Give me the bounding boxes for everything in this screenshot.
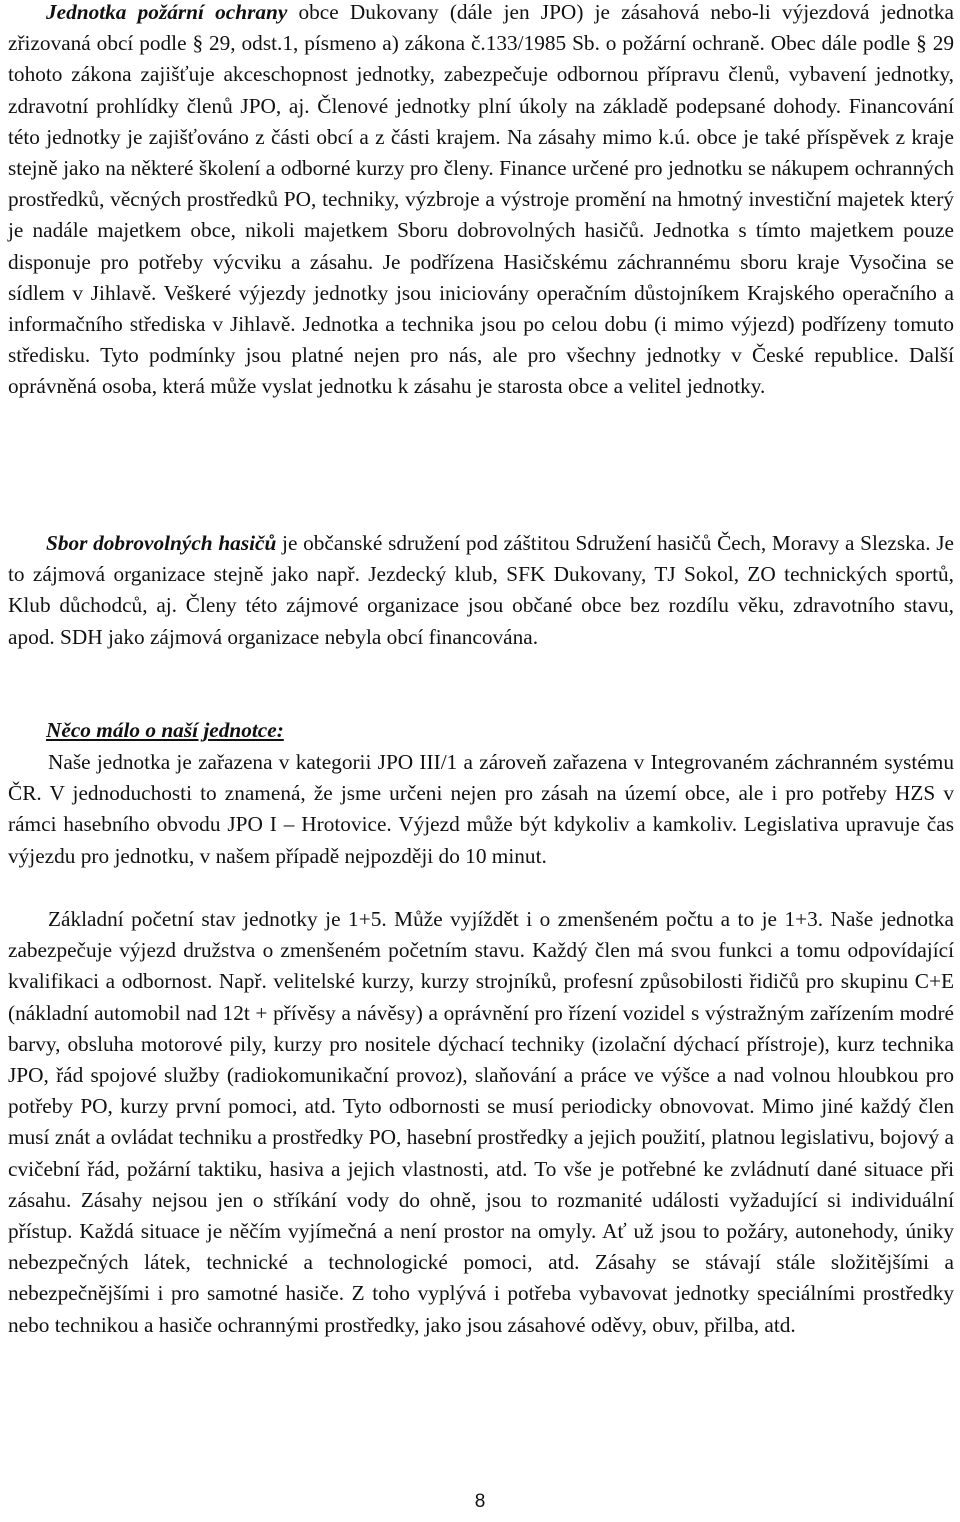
paragraph-jpo-text: obce Dukovany (dále jen JPO) je zásahová nebo-li výjezdová jednotka zřizovaná obcí podle § 29, odst.1, písmeno a) zákona č.133/1985 Sb. o požární ochraně. Obec dále podle § 29 tohoto zákona zajišťuje akceschopnost jednotky, zabezpečuje odbornou přípravu členů, vybavení jednotky, zdravotní prohlídky členů JPO, aj. Členové jednotky plní úkoly na základě podepsané dohody. Financování této jednotky je zajišťováno z části obcí a z části krajem. Na zásahy mimo k.ú. obce je také příspěvek z kraje stejně jako na některé školení a odborné kurzy pro členy. Finance určené pro jednotku se nákupem ochranných prostředků, věcných prostředků PO, techniky, výzbroje a výstroje promění na hmotný investiční majetek který je nadále majetkem obce, nikoli majetkem Sboru dobrovolných hasičů. Jednotka s tímto majetkem pouze disponuje pro potřeby výcviku a zásahu. Je podřízena Hasičskému záchrannému sboru kraje Vysočina se sídlem v Jihlavě. Veškeré výjezdy jednotky jsou iniciovány operačním důstojníkem Krajského operačního a informačního střediska v Jihlavě. Jednotka a technika jsou po celou dobu (i mimo výjezd) podřízeny tomuto středisku. Tyto podmínky jsou platné nejen pro nás, ale pro všechny jednotky v České republice. Další oprávněná osoba, která může vyslat jednotku k zásahu je starosta obce a velitel jednotky. [8,0,954,399]
section-heading: Něco málo o naší jednotce: [46,718,284,742]
term-sdh: Sbor dobrovolných hasičů [46,531,277,555]
paragraph-jpo [8,0,954,403]
paragraph-sdh-text: je občanské sdružení pod záštitou Sdružení hasičů Čech, Moravy a Slezska. Je to zájmová organizace stejně jako např. Jezdecký klub, SFK Dukovany, TJ Sokol, ZO technických sportů, Klub důchodců, aj. Členy této zájmové organizace jsou občané obce bez rozdílu věku, zdravotního stavu, apod. SDH jako zájmová organizace nebyla obcí financována. [8,531,954,649]
term-jpo: Jednotka požární ochrany [46,0,288,24]
paragraph-sdh [8,528,954,653]
paragraph-unit-details: Základní početní stav jednotky je 1+5. Může vyjíždět i o zmenšeném počtu a to je 1+3. Naše jednotka zabezpečuje výjezd družstva o zmenšeném početním stavu. Každý člen má svou funkci a tomu odpovídající kvalifikaci a odbornost. Např. velitelské kurzy, kurzy strojníků, profesní způsobilosti řidičů pro skupinu C+E (nákladní automobil nad 12t + přívěsy a návěsy) a oprávnění pro řízení vozidel s výstražným zařízením modré barvy, obsluha motorové pily, kurzy pro nositele dýchací techniky (izolační dýchací přístroje), kurz technika JPO, řád spojové služby (radiokomunikační provoz), slaňování a práce ve výšce a nad volnou hloubkou pro potřeby PO, kurzy první pomoci, atd. Tyto odbornosti se musí periodicky obnovovat. Mimo jiné každý člen musí znát a ovládat techniku a prostředky PO, hasební prostředky a jejich použití, platnou legislativu, bojový a cvičební řád, požární taktiku, hasiva a jejich vlastnosti, atd. To vše je potřebné ke zvládnutí dané situace při zásahu. Zásahy nejsou jen o stříkání vody do ohně, jsou to rozmanité události vyžadující si individuální přístup. Každá situace je něčím vyjímečná a není prostor na omyly. Ať už jsou to požáry, autonehody, úniky nebezpečných látek, technické a technologické pomoci, atd. Zásahy se stávají stále složitějšími a nebezpečnějšími i pro samotné hasiče. Z toho vyplývá i potřeba vybavovat jednotky speciálními prostředky nebo technikou a hasiče ochrannými prostředky, jako jsou zásahové oděvy, obuv, přilba, atd. [8,907,954,1337]
paragraph-unit-info: Naše jednotka je zařazena v kategorii JPO III/1 a zároveň zařazena v Integrovaném záchranném systému ČR. V jednoduchosti to znamená, že jsme určeni nejen pro zásah na území obce, ale i pro potřeby HZS v rámci hasebního obvodu JPO I – Hrotovice. Výjezd může být kdykoliv a kamkoliv. Legislativa upravuje čas výjezdu pro jednotku, v našem případě nejpozději do 10 minut. [8,750,954,868]
page-number: 8 [474,1491,486,1512]
